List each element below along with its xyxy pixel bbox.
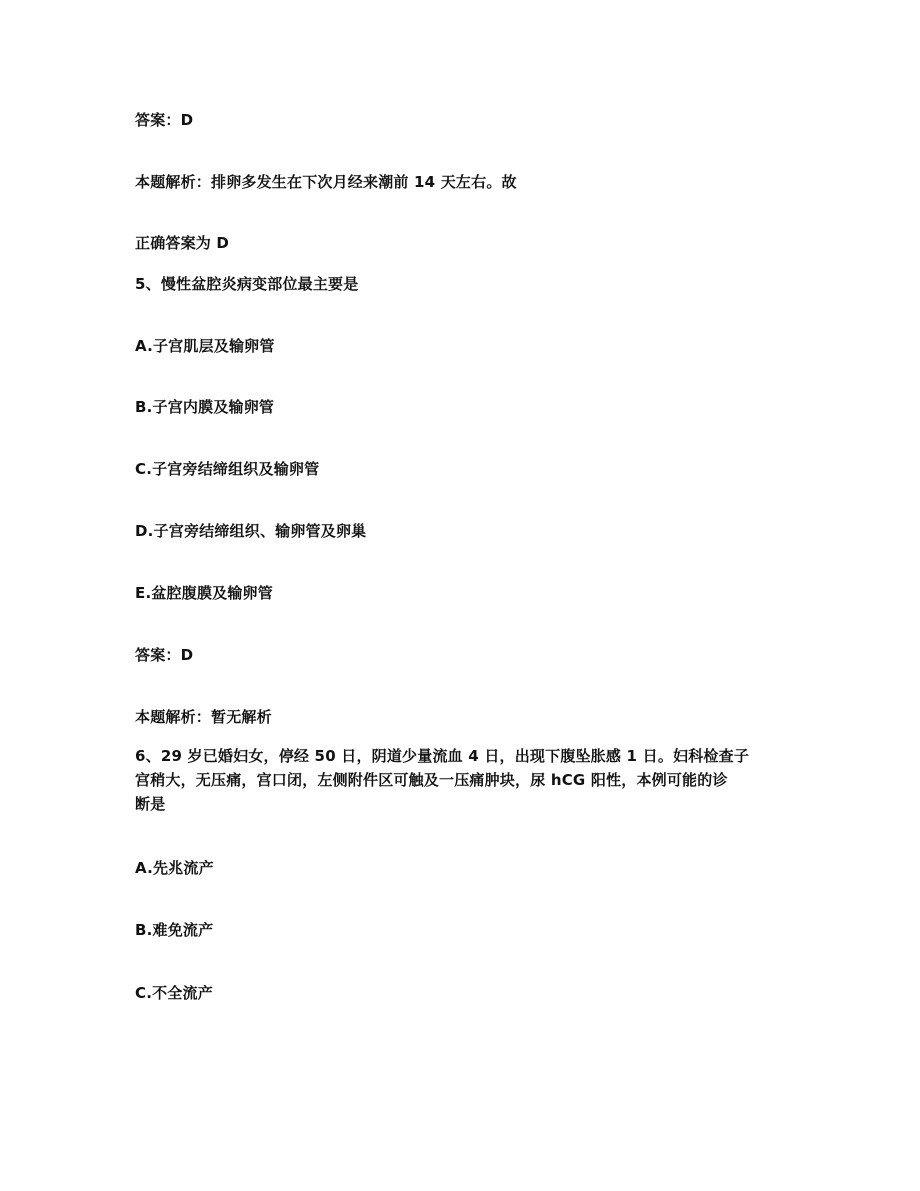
q4-answer: 答案：D [135, 111, 194, 129]
q5-option-a: A.子宫肌层及输卵管 [135, 337, 275, 355]
q6-option-c: C.不全流产 [135, 984, 213, 1002]
q4-correct-answer: 正确答案为 D [135, 234, 230, 252]
q5-question: 5、慢性盆腔炎病变部位最主要是 [135, 275, 359, 293]
q6-question-line-1: 6、29 岁已婚妇女，停经 50 日，阴道少量流血 4 日，出现下腹坠胀感 1 日。妇科检查子 [135, 747, 750, 765]
q5-option-e: E.盆腔腹膜及输卵管 [135, 584, 273, 602]
q5-option-c: C.子宫旁结缔组织及输卵管 [135, 460, 320, 478]
q5-explanation: 本题解析：暂无解析 [135, 708, 272, 726]
q6-question-line-2: 宫稍大，无压痛，宫口闭，左侧附件区可触及一压痛肿块，尿 hCG 阳性，本例可能的诊 [135, 771, 728, 789]
q6-option-a: A.先兆流产 [135, 859, 214, 877]
q4-explanation: 本题解析：排卵多发生在下次月经来潮前 14 天左右。故 [135, 173, 517, 191]
q5-option-b: B.子宫内膜及输卵管 [135, 398, 275, 416]
q5-answer: 答案：D [135, 646, 194, 664]
q6-question [135, 744, 785, 816]
q5-option-d: D.子宫旁结缔组织、输卵管及卵巢 [135, 522, 367, 540]
q6-option-b: B.难免流产 [135, 921, 214, 939]
q6-question-line-3: 断是 [135, 795, 166, 813]
